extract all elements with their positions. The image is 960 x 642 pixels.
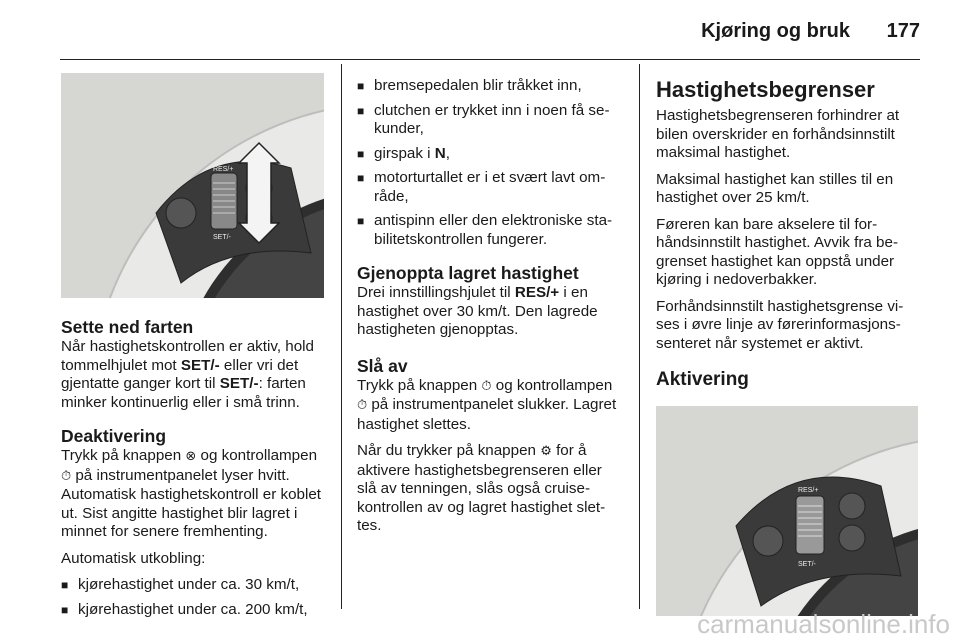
list-item: ■ girspak i N,	[357, 145, 623, 164]
list-item: ■ motorturtallet er i et svært lavt område,	[357, 169, 623, 206]
heading-gjenoppta: Gjenoppta lagret hastighet	[357, 263, 579, 283]
res-label: RES/+	[213, 166, 234, 173]
steering-wheel-image	[61, 73, 324, 298]
page-header	[0, 0, 960, 60]
paragraph: Forhåndsinnstilt hastighetsgrense vises i øvre linje av førerinformasjonssenteret når systemet er aktivt.	[656, 297, 904, 352]
column-divider	[639, 64, 640, 609]
list-item: ■ clutchen er trykket inn i noen få sekunder,	[357, 102, 623, 139]
paragraph: Automatisk utkobling:	[61, 549, 206, 567]
paragraph: Trykk på knappen ⏱ og kontrollampen ⏱ på instrumentpanelet slukker. Lagret hastighet slettes.	[357, 376, 617, 433]
set-label: SET/-	[798, 561, 816, 568]
heading-hastighetsbegrenser: Hastighetsbegrenser	[656, 77, 875, 102]
res-label: RES/+	[798, 487, 819, 494]
heading-sette-ned-farten: Sette ned farten	[61, 317, 194, 337]
set-label: SET/-	[213, 234, 231, 241]
cruise-off-icon: ⊗	[185, 449, 197, 464]
page-number: 177	[886, 20, 920, 42]
column-middle	[357, 77, 623, 544]
list-item: ■ kjørehastighet under ca. 30 km/t,	[61, 576, 326, 595]
header-rule	[60, 59, 920, 60]
column-divider	[341, 64, 342, 609]
column-left	[61, 64, 326, 625]
paragraph: Drei innstillingshjulet til RES/+ i en hastighet over 30 km/t. Den lagrede hastigheten gjenopptas.	[357, 284, 598, 338]
heading-aktivering: Aktivering	[656, 369, 749, 390]
paragraph: Hastighetsbegrenseren forhindrer at bilen overskrider en forhåndsinnstilt maksimal hastighet.	[656, 107, 900, 161]
watermark: carmanualsonline.info	[697, 609, 950, 639]
cruise-lamp-icon: ⏱	[357, 398, 368, 413]
cruise-lamp-icon: ⏱	[481, 378, 492, 394]
section-title: Kjøring og bruk	[701, 20, 850, 42]
heading-slaa-av: Slå av	[357, 355, 408, 376]
cruise-lamp-icon: ⏱	[61, 468, 72, 484]
bullet-list	[61, 576, 326, 619]
paragraph: Når du trykker på knappen ⚙ for å aktivere hastighetsbegrenseren eller slå av tenningen, slås også cruisekontrollen av og lagret hastighet slettes.	[357, 442, 606, 534]
column-right	[656, 77, 920, 616]
limiter-icon: ⚙	[540, 444, 552, 459]
heading-deaktivering: Deaktivering	[61, 426, 167, 446]
paragraph: Maksimal hastighet kan stilles til en hastighet over 25 km/t.	[656, 170, 894, 206]
steering-wheel-image	[656, 406, 918, 616]
list-item: ■ antispinn eller den elektroniske stabilitetskontrollen fungerer.	[357, 212, 623, 249]
paragraph: Føreren kan bare akselere til forhåndsinnstilt hastighet. Avvik fra begrenset hastighet kan oppstå under kjøring i nedoverbakker.	[656, 215, 899, 288]
list-item: ■ kjørehastighet under ca. 200 km/t,	[61, 601, 326, 620]
paragraph: Trykk på knappen ⊗ og kontrollampen ⏱ på instrumentpanelet lyser hvitt. Automatisk hastighetskontroll er koblet ut. Sist angitte hastighet blir lagret i minnet for senere fremhenting.	[61, 447, 322, 540]
paragraph: Når hastighetskontrollen er aktiv, hold tommelhjulet mot SET/- eller vri det gjentatte ganger kort til SET/-: farten minker kontinuerlig eller i små trinn.	[61, 338, 314, 411]
list-item: ■ bremsepedalen blir tråkket inn,	[357, 77, 623, 96]
bullet-list	[357, 77, 623, 249]
